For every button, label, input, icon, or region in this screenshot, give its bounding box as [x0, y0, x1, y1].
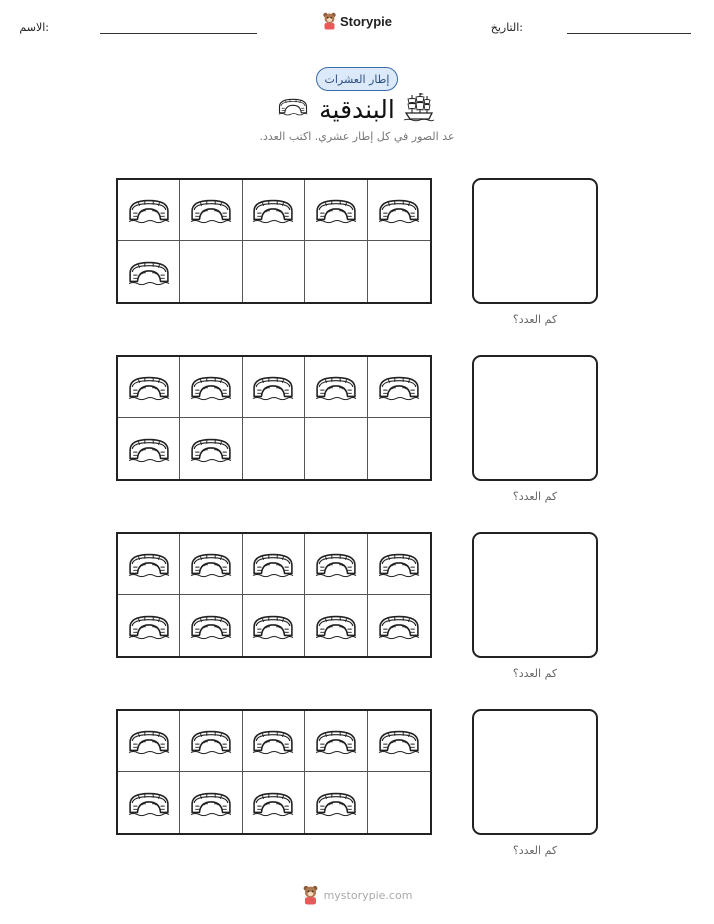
bridge-icon [315, 196, 357, 224]
bridge-icon [378, 612, 420, 640]
ten-frame [116, 355, 432, 481]
bridge-icon [252, 373, 294, 401]
date-line[interactable] [567, 33, 691, 34]
bridge-icon [128, 258, 170, 286]
bridge-icon [252, 196, 294, 224]
bridge-icon [128, 727, 170, 755]
worksheet-type-badge: إطار العشرات [316, 67, 398, 91]
ten-frame-cell [368, 357, 430, 418]
ten-frame-cell [180, 595, 242, 656]
ten-frame-cell [243, 180, 305, 241]
bridge-icon [315, 373, 357, 401]
bridge-icon [190, 612, 232, 640]
ten-frame-cell [118, 711, 180, 772]
ten-frame-cell [243, 534, 305, 595]
brand-name: Storypie [339, 13, 392, 29]
bear-mascot-icon [322, 12, 337, 30]
ten-frame-cell [368, 534, 430, 595]
how-many-label: كم العدد؟ [512, 844, 558, 857]
ten-frame-cell [118, 418, 180, 479]
bridge-icon [315, 789, 357, 817]
footer [0, 885, 714, 905]
ten-frame-cell [180, 711, 242, 772]
ten-frame-cell [305, 711, 367, 772]
page-title: البندقية [319, 95, 395, 124]
bridge-icon [190, 550, 232, 578]
instructions: عد الصور في كل إطار عشري. اكتب العدد. [259, 130, 455, 143]
ten-frame-cell [243, 595, 305, 656]
ten-frame-cell [118, 534, 180, 595]
ten-frame-cell [180, 241, 242, 302]
bridge-icon [128, 435, 170, 463]
ten-frame-cell [243, 241, 305, 302]
ten-frame-cell [243, 711, 305, 772]
bridge-icon [315, 727, 357, 755]
ten-frame-cell [243, 418, 305, 479]
answer-box[interactable] [472, 178, 598, 304]
bridge-icon [252, 612, 294, 640]
footer-url: mystorypie.com [323, 888, 413, 902]
bear-mascot-icon [302, 885, 319, 905]
ten-frame [116, 532, 432, 658]
ten-frame-cell [243, 772, 305, 833]
bridge-icon [315, 550, 357, 578]
how-many-label: كم العدد؟ [512, 490, 558, 503]
bridge-icon [190, 789, 232, 817]
ten-frame-cell [368, 418, 430, 479]
ten-frame-cell [243, 357, 305, 418]
bridge-icon [128, 612, 170, 640]
answer-box[interactable] [472, 532, 598, 658]
ten-frame-cell [180, 357, 242, 418]
name-line[interactable] [100, 33, 257, 34]
ten-frame-cell [305, 180, 367, 241]
bridge-icon [315, 612, 357, 640]
how-many-label: كم العدد؟ [512, 667, 558, 680]
ten-frame-cell [118, 180, 180, 241]
ten-frame-cell [305, 418, 367, 479]
bridge-icon [128, 550, 170, 578]
ten-frame-cell [305, 772, 367, 833]
bridge-icon [190, 435, 232, 463]
bridge-icon [190, 373, 232, 401]
brand-logo [0, 12, 714, 30]
ten-frame-cell [368, 180, 430, 241]
ten-frame-cell [118, 772, 180, 833]
bridge-icon [378, 727, 420, 755]
bridge-icon [190, 196, 232, 224]
ten-frame-cell [118, 595, 180, 656]
ten-frame [116, 178, 432, 304]
bridge-icon [378, 373, 420, 401]
bridge-icon [128, 373, 170, 401]
ten-frame-cell [305, 595, 367, 656]
bridge-icon [128, 789, 170, 817]
answer-box[interactable] [472, 709, 598, 835]
how-many-label: كم العدد؟ [512, 313, 558, 326]
ten-frame-cell [118, 241, 180, 302]
ten-frame-cell [305, 241, 367, 302]
bridge-icon [190, 727, 232, 755]
ten-frame [116, 709, 432, 835]
ten-frame-cell [118, 357, 180, 418]
ten-frame-cell [305, 534, 367, 595]
ten-frame-cell [180, 534, 242, 595]
answer-box[interactable] [472, 355, 598, 481]
ten-frame-cell [368, 241, 430, 302]
ten-frame-cell [180, 180, 242, 241]
ten-frame-cell [368, 772, 430, 833]
ten-frame-cell [305, 357, 367, 418]
bridge-icon [128, 196, 170, 224]
bridge-icon [252, 550, 294, 578]
ten-frame-cell [180, 418, 242, 479]
bridge-icon [252, 727, 294, 755]
bridge-icon [378, 550, 420, 578]
bridge-icon [252, 789, 294, 817]
ten-frame-cell [368, 595, 430, 656]
name-label: الاسم: [19, 21, 49, 34]
ten-frame-cell [368, 711, 430, 772]
date-label: التاريخ: [490, 21, 523, 34]
bridge-icon [378, 196, 420, 224]
ten-frame-cell [180, 772, 242, 833]
